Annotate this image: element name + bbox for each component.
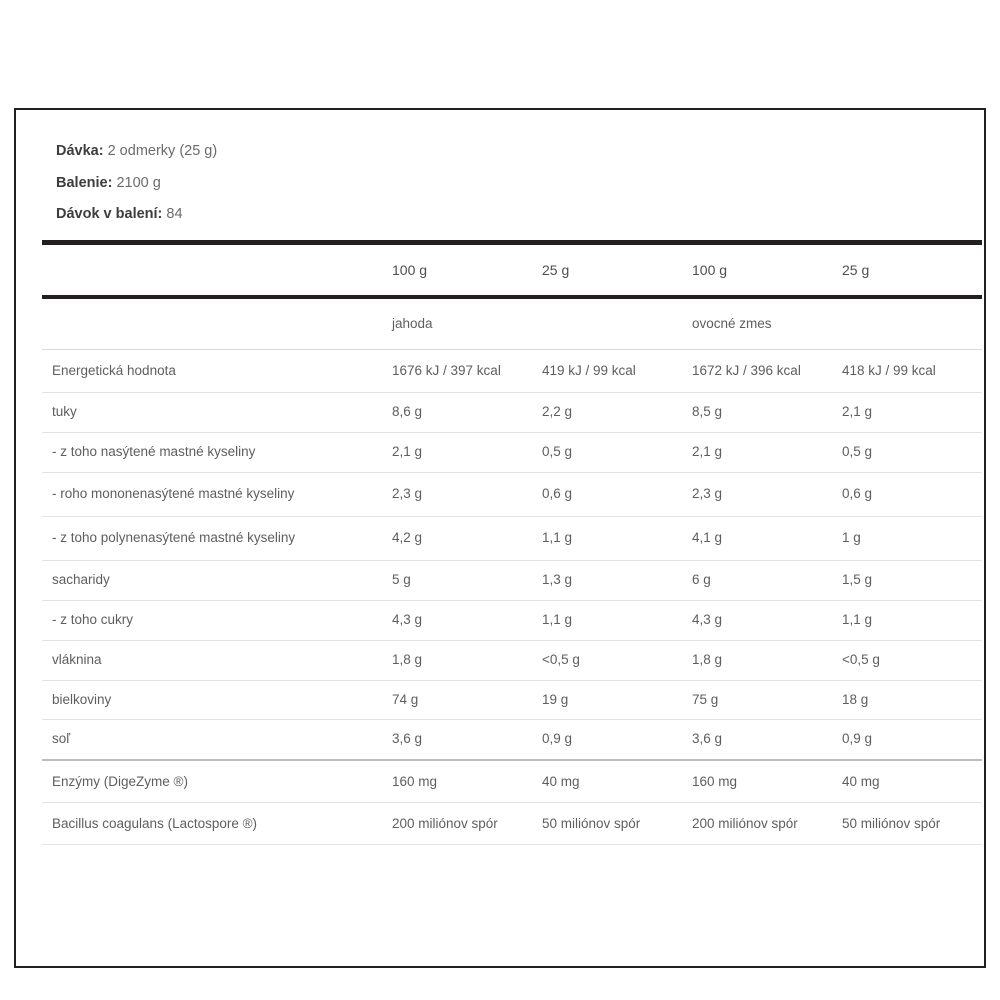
summary-row-dose <box>56 144 962 159</box>
row-value: 1,1 g <box>532 600 682 640</box>
row-value: 19 g <box>532 680 682 720</box>
flavor-cell-blank <box>42 297 382 350</box>
table-row <box>42 473 982 517</box>
table-row <box>42 433 982 473</box>
row-value: 40 mg <box>532 760 682 803</box>
header-cell-25g-fruitmix: 25 g <box>832 245 982 297</box>
row-value: 0,5 g <box>832 433 982 473</box>
row-value: 0,5 g <box>532 433 682 473</box>
summary-value-package: 2100 g <box>116 174 161 191</box>
row-value: 2,2 g <box>532 393 682 433</box>
row-value: 4,2 g <box>382 517 532 561</box>
header-cell-100g-fruitmix: 100 g <box>682 245 832 297</box>
row-value: 1,5 g <box>832 560 982 600</box>
row-value: 418 kJ / 99 kcal <box>832 349 982 393</box>
row-value: 160 mg <box>382 760 532 803</box>
table-row-enzymes <box>42 760 982 803</box>
row-value: 419 kJ / 99 kcal <box>532 349 682 393</box>
row-value: 50 miliónov spór <box>532 803 682 845</box>
row-value: 1 g <box>832 517 982 561</box>
row-value: 40 mg <box>832 760 982 803</box>
row-value: 2,1 g <box>382 433 532 473</box>
row-value: 160 mg <box>682 760 832 803</box>
row-value: 1,8 g <box>682 640 832 680</box>
row-value: 2,3 g <box>682 473 832 517</box>
row-label: - roho mononenasýtené mastné kyseliny <box>42 473 382 517</box>
header-cell-25g-strawberry: 25 g <box>532 245 682 297</box>
nutrition-panel <box>14 108 986 968</box>
row-label: sacharidy <box>42 560 382 600</box>
table-header-units <box>42 245 982 297</box>
row-label: - z toho nasýtené mastné kyseliny <box>42 433 382 473</box>
row-value: 50 miliónov spór <box>832 803 982 845</box>
summary-row-servings <box>56 207 962 222</box>
row-value: 200 miliónov spór <box>682 803 832 845</box>
flavor-cell-empty-1 <box>532 297 682 350</box>
table-header-flavors <box>42 297 982 350</box>
header-cell-blank <box>42 245 382 297</box>
row-value: 0,6 g <box>832 473 982 517</box>
row-value: 0,9 g <box>832 720 982 760</box>
row-value: 4,3 g <box>682 600 832 640</box>
summary-label-servings: Dávok v balení: <box>56 206 163 222</box>
row-value: 1,8 g <box>382 640 532 680</box>
row-value: 3,6 g <box>382 720 532 760</box>
flavor-cell-fruitmix: ovocné zmes <box>682 297 832 350</box>
table-row <box>42 720 982 760</box>
row-value: 1,3 g <box>532 560 682 600</box>
row-value: <0,5 g <box>532 640 682 680</box>
serving-summary <box>56 144 962 222</box>
summary-row-package <box>56 176 962 191</box>
row-label: - z toho cukry <box>42 600 382 640</box>
table-row <box>42 680 982 720</box>
row-value: 2,3 g <box>382 473 532 517</box>
summary-label-package: Balenie: <box>56 174 113 191</box>
row-value: <0,5 g <box>832 640 982 680</box>
row-label: - z toho polynenasýtené mastné kyseliny <box>42 517 382 561</box>
row-label: Bacillus coagulans (Lactospore ®) <box>42 803 382 845</box>
row-label: Enzýmy (DigeZyme ®) <box>42 760 382 803</box>
row-value: 200 miliónov spór <box>382 803 532 845</box>
row-value: 4,1 g <box>682 517 832 561</box>
row-value: 0,6 g <box>532 473 682 517</box>
row-value: 1676 kJ / 397 kcal <box>382 349 532 393</box>
row-value: 1,1 g <box>532 517 682 561</box>
row-value: 6 g <box>682 560 832 600</box>
table-row-probiotics <box>42 803 982 845</box>
summary-value-dose: 2 odmerky (25 g) <box>107 143 218 159</box>
summary-label-dose: Dávka: <box>56 143 104 159</box>
row-value: 75 g <box>682 680 832 720</box>
table-row <box>42 349 982 393</box>
flavor-cell-strawberry: jahoda <box>382 297 532 350</box>
row-value: 0,9 g <box>532 720 682 760</box>
row-value: 1,1 g <box>832 600 982 640</box>
row-label: Energetická hodnota <box>42 349 382 393</box>
row-value: 18 g <box>832 680 982 720</box>
table-row <box>42 640 982 680</box>
summary-value-servings: 84 <box>166 206 183 222</box>
row-value: 4,3 g <box>382 600 532 640</box>
row-label: vláknina <box>42 640 382 680</box>
row-label: soľ <box>42 720 382 760</box>
row-value: 74 g <box>382 680 532 720</box>
table-row <box>42 517 982 561</box>
nutrition-table <box>42 240 982 846</box>
row-label: tuky <box>42 393 382 433</box>
row-value: 1672 kJ / 396 kcal <box>682 349 832 393</box>
row-value: 3,6 g <box>682 720 832 760</box>
table-row <box>42 600 982 640</box>
row-value: 8,6 g <box>382 393 532 433</box>
row-value: 5 g <box>382 560 532 600</box>
flavor-cell-empty-2 <box>832 297 982 350</box>
row-value: 2,1 g <box>682 433 832 473</box>
row-label: bielkoviny <box>42 680 382 720</box>
row-value: 2,1 g <box>832 393 982 433</box>
table-row <box>42 393 982 433</box>
header-cell-100g-strawberry: 100 g <box>382 245 532 297</box>
row-value: 8,5 g <box>682 393 832 433</box>
table-row <box>42 560 982 600</box>
